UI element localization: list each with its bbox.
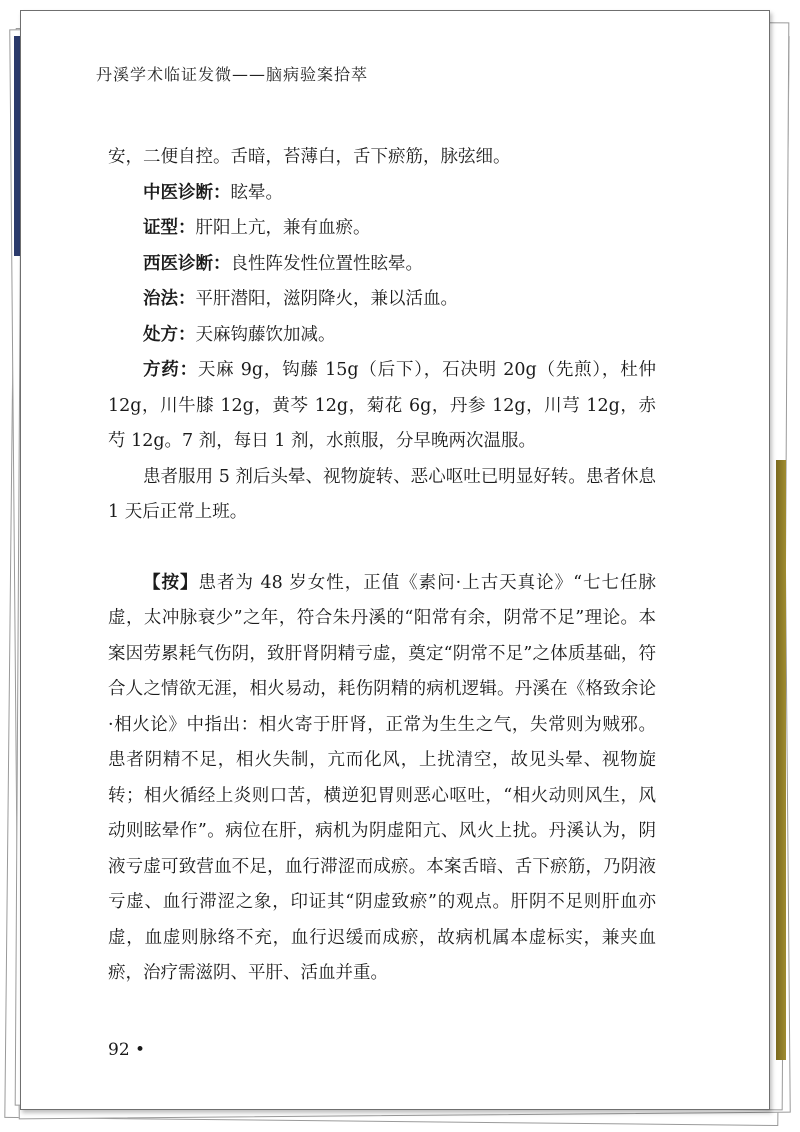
field-value: 良性阵发性位置性眩晕。 [230, 253, 423, 274]
field-syndrome-type [108, 211, 656, 247]
field-label: 方药： [143, 360, 198, 380]
case-outcome: 患者服用 5 剂后头晕、视物旋转、恶心呕吐已明显好转。患者休息 1 天后正常上班。 [108, 466, 656, 522]
field-value: 眩晕。 [230, 182, 283, 203]
field-label: 处方： [143, 324, 196, 345]
field-value: 天麻 9g，钩藤 15g（后下），石决明 20g（先煎），杜仲 12g，川牛膝 12g，黄芩 12g，菊花 6g，丹参 12g，川芎 12g，赤芍 12g。7 剂，每日 1 剂，水煎服，分早晚两次温服。 [108, 360, 657, 451]
page-body [108, 140, 656, 992]
cover-edge-right [776, 460, 786, 1060]
field-treatment [108, 282, 656, 318]
case-continuation: 安，二便自控。舌暗，苔薄白，舌下瘀筋，脉弦细。 [108, 147, 511, 167]
field-western-diagnosis [108, 247, 656, 283]
field-formula [108, 353, 656, 460]
field-value: 天麻钩藤饮加减。 [195, 324, 336, 345]
field-prescription [108, 318, 656, 354]
commentary-paragraph [108, 566, 656, 992]
field-label: 西医诊断： [143, 253, 231, 274]
field-value: 肝阳上亢，兼有血瘀。 [195, 218, 371, 238]
commentary-label: 【按】 [143, 572, 199, 593]
field-label: 中医诊断： [143, 182, 231, 203]
commentary-text: 患者为 48 岁女性，正值《素问·上古天真论》“七七任脉虚，太冲脉衰少”之年，符合朱丹溪的“阳常有余，阴常不足”理论。本案因劳累耗气伤阴，致肝肾阴精亏虚，奠定“阴常不足”之体质基础，符合人之情欲无涯，相火易动，耗伤阴精的病机逻辑。丹溪在《格致余论·相火论》中指出：相火寄于肝肾，正常为生生之气，失常则为贼邪。患者阴精不足，相火失制，亢而化风，上扰清空，故见头晕、视物旋转；相火循经上炎则口苦，横逆犯胃则恶心呕吐，“相火动则风生，风动则眩晕作”。病位在肝，病机为阴虚阳亢、风火上扰。丹溪认为，阴液亏虚可致营血不足，血行滞涩而成瘀。本案舌暗、舌下瘀筋，乃阴液亏虚、血行滞涩之象，印证其“阴虚致瘀”的观点。肝阴不足则肝血亦虚，血虚则脉络不充，血行迟缓而成瘀，故病机属本虚标实，兼夹血瘀，治疗需滋阴、平肝、活血并重。 [108, 572, 657, 983]
running-title: 丹溪学术临证发微——脑病验案拾萃 [96, 65, 369, 84]
page-number: 92 • [108, 1040, 146, 1060]
field-value: 平肝潜阳，滋阴降火，兼以活血。 [195, 289, 458, 309]
field-label: 证型： [143, 218, 196, 238]
section-spacer [108, 531, 656, 566]
field-label: 治法： [143, 289, 196, 309]
field-tcm-diagnosis [108, 176, 656, 212]
